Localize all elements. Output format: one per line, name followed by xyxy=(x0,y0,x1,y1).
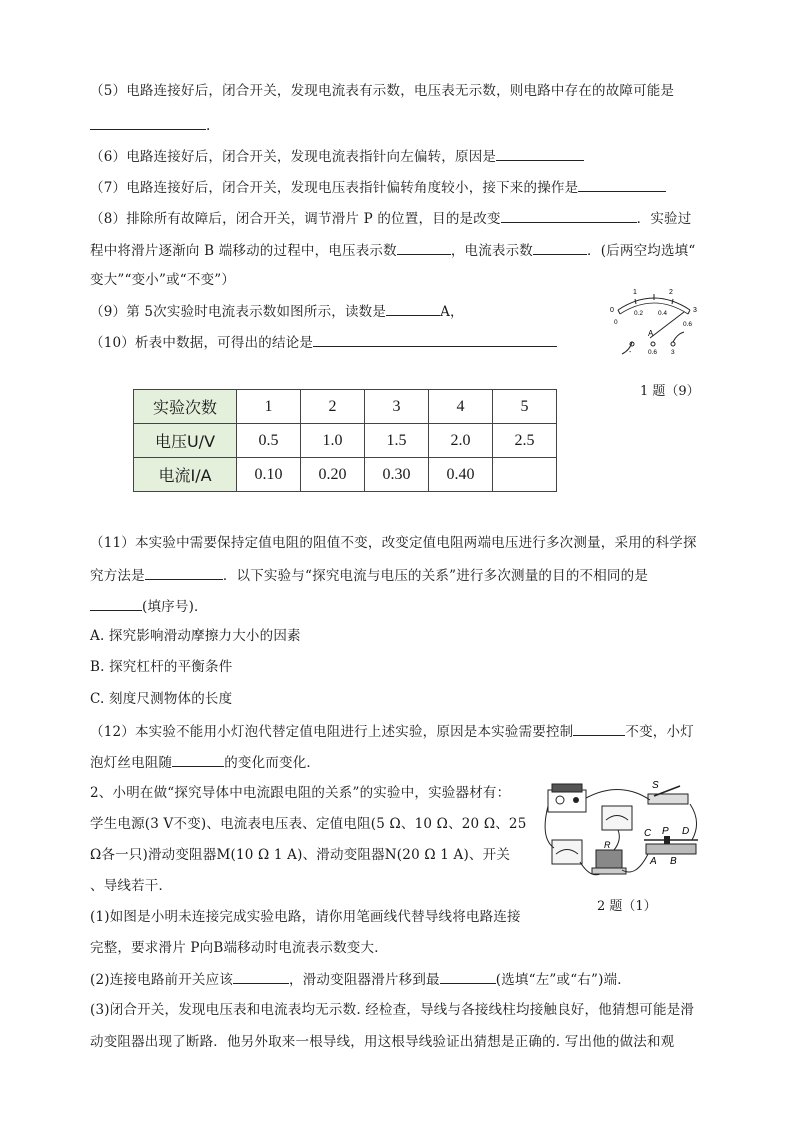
p2-q1-line2: 完整，要求滑片 P向B端移动时电流表示数变大． xyxy=(90,940,388,956)
table-cell: 4 xyxy=(429,390,493,424)
q8-line1: （8）排除所有故障后，闭合开关，调节滑片 P 的位置，目的是改变 ．实验过 xyxy=(90,211,692,227)
table-row xyxy=(134,424,557,458)
meter-bottom-1: 0.2 xyxy=(634,310,644,317)
q11-option-a: A. 探究影响滑动摩擦力大小的因素 xyxy=(90,628,301,644)
meter-top-3: 3 xyxy=(693,307,697,314)
p2-line3: Ω各一只)滑动变阻器M(10 Ω 1 A)、滑动变阻器N(20 Ω 1 A)、开关 xyxy=(90,847,511,863)
q8-blank-1[interactable] xyxy=(501,209,637,223)
meter-bottom-0: 0 xyxy=(614,319,618,326)
q11-line2: 究方法是 ．以下实验与“探究电流与电压的关系”进行多次测量的目的不相同的是 xyxy=(90,568,649,584)
meter-term-3: 3 xyxy=(671,349,675,356)
q12-blank-2[interactable] xyxy=(172,753,224,767)
data-table xyxy=(133,389,557,492)
q12-blank-1[interactable] xyxy=(573,722,625,736)
p2-q3-line2: 动变阻器出现了断路．他另外取来一根导线，用这根导线验证出猜想是正确的. 写出他的做法和观 xyxy=(90,1034,675,1050)
q10-blank[interactable] xyxy=(313,333,557,347)
label-p: P xyxy=(662,826,669,837)
ammeter-figure xyxy=(598,282,710,360)
label-a: A xyxy=(650,856,657,867)
meter-unit: A xyxy=(648,329,654,338)
figure-caption-1: 1 题（9） xyxy=(640,384,700,399)
table-cell: 1.5 xyxy=(365,424,429,458)
meter-top-1: 1 xyxy=(633,289,637,296)
q8-blank-2[interactable] xyxy=(397,241,451,255)
label-r: R xyxy=(604,840,611,850)
q10: （10）析表中数据，可得出的结论是 xyxy=(90,333,557,352)
figure-caption-2: 2 题（1） xyxy=(597,899,657,914)
p2-q2: (2)连接电路前开关应该 ，滑动变阻器滑片移到最 (选填“左”或“右”)端． xyxy=(90,972,631,988)
table-cell: 0.5 xyxy=(237,424,301,458)
q11-line1: （11）本实验中需要保持定值电阻的阻值不变，改变定值电阻两端电压进行多次测量，采用的科学探 xyxy=(90,535,697,551)
table-cell: 0.40 xyxy=(429,458,493,492)
meter-bottom-2: 0.4 xyxy=(658,310,668,317)
meter-term-neg: - xyxy=(629,349,632,356)
p2-line2: 学生电源(3 V不变)、电流表电压表、定值电阻(5 Ω、10 Ω、20 Ω、25 xyxy=(90,816,527,832)
table-header: 电流I/A xyxy=(134,458,237,492)
table-cell-empty[interactable] xyxy=(493,458,557,492)
table-cell: 3 xyxy=(365,390,429,424)
meter-bottom-3: 0.6 xyxy=(683,321,693,328)
q11-option-b: B. 探究杠杆的平衡条件 xyxy=(90,659,233,675)
q9: （9）第 5次实验时电流表示数如图所示，读数是 A， xyxy=(90,304,464,320)
q12-line1: （12）本实验不能用小灯泡代替定值电阻进行上述实验，原因是本实验需要控制 不变，小灯 xyxy=(90,724,694,740)
table-cell: 1.0 xyxy=(301,424,365,458)
q5-line1: （5）电路连接好后，闭合开关，发现电流表有示数，电压表无示数，则电路中存在的故障可能是 xyxy=(90,83,675,99)
p2-line4: 、导线若干． xyxy=(90,878,173,894)
table-row xyxy=(134,458,557,492)
table-row xyxy=(134,390,557,424)
q8-line3: 变大”“变小”或“不变”） xyxy=(90,272,236,288)
table-cell: 0.30 xyxy=(365,458,429,492)
q8-blank-3[interactable] xyxy=(533,241,587,255)
p2-q1-line1: (1)如图是小明未连接完成实验电路，请你用笔画线代替导线将电路连接 xyxy=(90,909,521,925)
q6: （6）电路连接好后，闭合开关，发现电流表指针向左偏转，原因是 xyxy=(90,147,584,166)
meter-term-06: 0.6 xyxy=(648,349,658,356)
q6-blank[interactable] xyxy=(496,147,584,161)
table-header: 实验次数 xyxy=(134,390,237,424)
table-cell: 2 xyxy=(301,390,365,424)
label-b: B xyxy=(670,856,677,867)
p2-line1: 2、小明在做“探究导体中电流跟电阻的关系”的实验中，实验器材有： xyxy=(90,785,511,801)
p2-q2-blank-2[interactable] xyxy=(440,970,496,984)
q12-line2: 泡灯丝电阻随 的变化而变化． xyxy=(90,755,321,771)
q5-blank[interactable] xyxy=(90,116,206,130)
table-cell: 2.5 xyxy=(493,424,557,458)
q11-blank-1[interactable] xyxy=(145,566,223,580)
circuit-figure xyxy=(540,778,702,886)
label-c: C xyxy=(644,828,652,839)
q11-option-c: C. 刻度尺测物体的长度 xyxy=(90,691,233,707)
label-d: D xyxy=(682,826,690,837)
q11-blank-2[interactable] xyxy=(90,597,142,611)
q5-line2: . xyxy=(90,116,211,135)
p2-q2-blank-1[interactable] xyxy=(233,970,289,984)
q8-line2: 程中将滑片逐渐向 B 端移动的过程中，电压表示数 ，电流表示数 ．(后两空均选填“ xyxy=(90,243,696,259)
table-cell: 5 xyxy=(493,390,557,424)
label-switch: S xyxy=(652,780,659,791)
table-header: 电压U/V xyxy=(134,424,237,458)
meter-top-2: 2 xyxy=(669,289,673,296)
table-cell: 2.0 xyxy=(429,424,493,458)
q11-line3: (填序号)． xyxy=(90,597,208,616)
q7: （7）电路连接好后，闭合开关，发现电压表指针偏转角度较小，接下来的操作是 xyxy=(90,178,666,197)
table-cell: 1 xyxy=(237,390,301,424)
table-cell: 0.10 xyxy=(237,458,301,492)
q9-blank[interactable] xyxy=(386,302,440,316)
table-cell: 0.20 xyxy=(301,458,365,492)
q7-blank[interactable] xyxy=(578,178,666,192)
meter-top-0: 0 xyxy=(610,307,614,314)
p2-q3-line1: (3)闭合开关，发现电压表和电流表均无示数. 经检查，导线与各接线柱均接触良好，他猜想可能是滑 xyxy=(90,1002,695,1018)
